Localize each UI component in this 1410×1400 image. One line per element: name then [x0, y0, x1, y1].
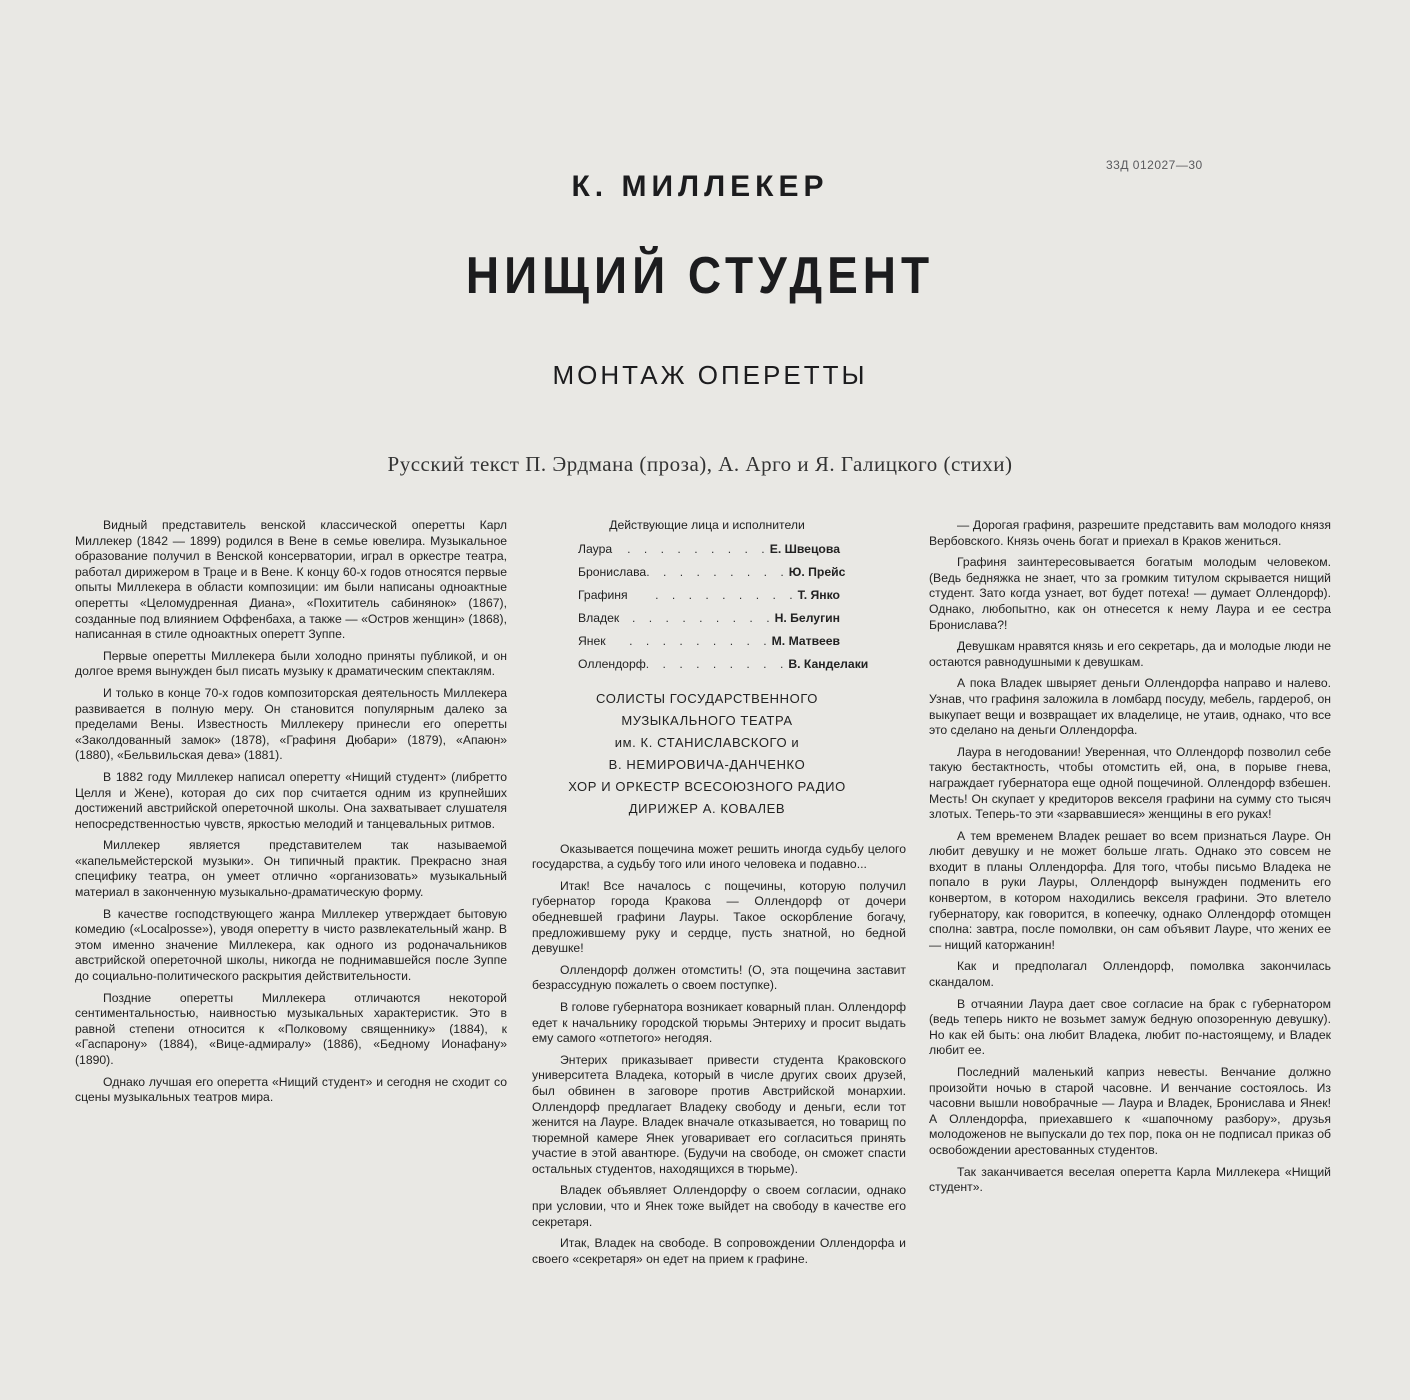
cast-row	[578, 588, 840, 611]
plot-paragraph: В отчаянии Лаура дает свое согласие на брак с губернатором (ведь теперь никто не возьмет замуж бедную опозоренную девушку). Но как ей быть: она любит Владека, любит по-настоящему, и Владек любит ее.	[929, 996, 1331, 1058]
leader-dots: . . . . . . . . .	[646, 564, 789, 579]
cast-row	[578, 564, 846, 588]
cast-role: Владек	[578, 610, 620, 625]
cast-row	[578, 611, 840, 634]
cast-row	[578, 656, 869, 680]
cast-heading: Действующие лица и исполнители	[609, 518, 805, 532]
credit-line: СОЛИСТЫ ГОСУДАРСТВЕННОГО	[596, 690, 818, 706]
cast-role: Оллендорф	[578, 656, 646, 671]
plot-paragraph: А тем временем Владек решает во всем признаться Лауре. Он любит девушку и не может больше лгать. Однако это совсем не входит в планы Оллендорфа. Для того, чтобы письмо Владека не попало в руки Лауры, Оллендорф вынужден подменить его конвертом, в котором находились векселя графини. Это влетело губернатору, как говорится, в копеечку, однако Оллендорф отомщен сполна: завтра, после помолвки, он сам объявит Лауре, что жених ее — нищий каторжанин!	[929, 828, 1331, 952]
cast-role: Графиня	[578, 587, 628, 602]
plot-continuation-column	[929, 518, 1331, 1202]
plot-paragraph: Девушкам нравятся князь и его секретарь, да и молодые люди не остаются равнодушными к девушкам.	[929, 639, 1331, 669]
catalog-number: 33Д 012027—30	[1106, 158, 1203, 172]
cast-role: Бронислава	[578, 564, 647, 579]
plot-paragraph: Оллендорф должен отомстить! (О, эта пощечина заставит безрассудную пожалеть о своем поступке).	[532, 962, 906, 993]
plot-paragraph: Последний маленький каприз невесты. Венчание должно произойти ночью в старой часовне. И венчание состоялось. Из часовни вышли новобрачные — Лаура и Владек, Бронислава и Янек! А Оллендорфа, приехавшего к «шапочному разбору», друзья молодоженов не выпускали до тех пор, пока он не подписал приказ об освобождении арестованных студентов.	[929, 1065, 1331, 1157]
plot-paragraph: Энтерих приказывает привести студента Краковского университета Владека, который в числе других своих друзей, был обвинен в заговоре против Австрийской монархии. Оллендорф предлагает Владеку свободу и деньги, если тот женится на Лауре. Владек вначале отказывается, но товарищ по тюремной камере Янек уговаривает его согласиться принять участие в этой авантюре. (Будучи на свободе, он сможет спасти остальных студентов, находящихся в тюрьме).	[532, 1052, 906, 1176]
credit-line: им. К. СТАНИСЛАВСКОГО и	[614, 734, 800, 750]
cast-actor: М. Матвеев	[771, 633, 840, 648]
translation-credits: Русский текст П. Эрдмана (проза), А. Арго и Я. Галицкого (стихи)	[387, 452, 1013, 476]
plot-paragraph: Итак, Владек на свободе. В сопровождении Оллендорфа и своего «секретаря» он едет на прием к графине.	[532, 1236, 906, 1266]
biography-paragraph: Однако лучшая его оперетта «Нищий студент» и сегодня не сходит со сцены музыкальных театров мира.	[75, 1074, 507, 1105]
biography-paragraph: Видный представитель венской классической оперетты Карл Миллекер (1842 — 1899) родился в Вене в семье ювелира. Музыкальное образование получил в Венской консерватории, играл в оркестре театра, работал дирижером в Траце и в Вене. К концу 60-х годов относятся первые опыты Миллекера в области композиции: им были написаны одноактные оперетты «Целомудренная Диана», «Похититель сабинянок» (1867), созданные под влиянием Оффенбаха, а также — «Остров женщин» (1868), написанная в стиле одноактных оперетт Зуппе.	[75, 518, 507, 642]
leader-dots: . . . . . . . . .	[632, 610, 775, 625]
leader-dots: . . . . . . . . .	[655, 587, 798, 602]
biography-paragraph: Миллекер является представителем так называемой «капельмейстерской музыки». Он типичный практик. Прекрасно зная специфику театра, он умеет отлично «организовать» музыкальный материал в законченную музыкально-драматическую форму.	[75, 838, 507, 900]
credit-line: ХОР И ОРКЕСТР ВСЕСОЮЗНОГО РАДИО	[568, 778, 846, 794]
page-subtitle: МОНТАЖ ОПЕРЕТТЫ	[552, 360, 868, 390]
cast-list	[578, 541, 869, 680]
composer-name: К. МИЛЛЕКЕР	[571, 170, 829, 203]
biography-paragraph: И только в конце 70-х годов композиторская деятельность Миллекера развивается в полную меру. Он становится популярным далеко за пределами Вены. Известность Миллекеру принесли его оперетты «Заколдованный замок» (1878), «Графиня Дюбари» (1879), «Апаюн» (1880), «Бельвильская дева» (1881).	[75, 685, 507, 763]
page-title: НИЩИЙ СТУДЕНТ	[465, 245, 935, 305]
biography-column	[75, 518, 507, 1112]
biography-paragraph: Первые оперетты Миллекера были холодно приняты публикой, и он долгое время вынужден был писать музыку к драматическим спектаклям.	[75, 648, 507, 679]
cast-role: Янек	[578, 633, 606, 648]
plot-paragraph: Итак! Все началось с пощечины, которую получил губернатор города Кракова — Оллендорф от дочери обедневшей графини Лауры. Такое оскорбление богачу, предложившему руку и сердце, пусть знатной, но бедной девушке!	[532, 878, 906, 956]
plot-paragraph: Оказывается пощечина может решить иногда судьбу целого государства, а судьбу того или иного человека и подавно...	[532, 841, 906, 872]
cast-actor: Н. Белугин	[774, 610, 840, 625]
plot-paragraph: Лаура в негодовании! Уверенная, что Оллендорф позволил себе такую бестактность, чтобы отомстить ей, она, в порыве гнева, награждает губернатора еще одной пощечиной. Оллендорф взбешен. Месть! Он скупает у кредиторов векселя графини на сумму сто тысяч злотых. Теперь-то эти «зарвавшиеся» женщины в его руках!	[929, 744, 1331, 822]
cast-row	[578, 634, 840, 657]
cast-row	[578, 542, 840, 565]
plot-paragraph: Так заканчивается веселая оперетта Карла Миллекера «Нищий студент».	[929, 1164, 1331, 1195]
cast-actor: В. Канделаки	[788, 656, 869, 671]
biography-paragraph: Поздние оперетты Миллекера отличаются некоторой сентиментальностью, наивностью музыкальных характеристик. Это в равной степени относится к «Полковому священнику» (1884), к «Гаспарону» (1884), «Вице-адмиралу» (1886), «Бедному Ионафану» (1890).	[75, 990, 507, 1067]
plot-paragraph: Графиня заинтересовывается богатым молодым человеком. (Ведь бедняжка не знает, что за громким титулом скрывается нищий студент. Зато когда узнает, вот будет потеха! — думает Оллендорф). Однако, любопытно, как он отнесется к нему Лаура и ее сестра Бронислава?!	[929, 555, 1331, 632]
cast-role: Лаура	[578, 541, 613, 556]
cast-actor: Е. Швецова	[769, 541, 840, 556]
leader-dots: . . . . . . . . .	[645, 656, 789, 671]
plot-paragraph: — Дорогая графиня, разрешите представить вам молодого князя Вербовского. Князь очень богат и приехал в Краков жениться.	[929, 518, 1331, 548]
cast-and-plot-column	[508, 518, 906, 1273]
cast-actor: Т. Янко	[797, 587, 840, 602]
credit-line: МУЗЫКАЛЬНОГО ТЕАТРА	[621, 712, 793, 728]
plot-paragraph: Как и предполагал Оллендорф, помолвка закончилась скандалом.	[929, 959, 1331, 990]
leader-dots: . . . . . . . . .	[627, 541, 770, 556]
plot-paragraph: В голове губернатора возникает коварный план. Оллендорф едет к начальнику городской тюрьмы Энтериху и просит выдать ему самого «отпетого» негодяя.	[532, 999, 906, 1046]
plot-summary	[508, 842, 906, 1268]
leader-dots: . . . . . . . . .	[629, 633, 772, 648]
credit-line: В. НЕМИРОВИЧА-ДАНЧЕНКО	[608, 756, 806, 772]
cast-actor: Ю. Прейс	[788, 564, 846, 579]
credit-line: ДИРИЖЕР А. КОВАЛЕВ	[628, 800, 786, 816]
biography-paragraph: В качестве господствующего жанра Миллекер утверждает бытовую комедию («Localposse»), уводя оперетту в чисто развлекательный жанр. В этом именно значение Миллекера, как одного из родоначальников австрийской опереточной школы, никогда не поднимавшейся после Зуппе до социально-политического раскрытия действительности.	[75, 906, 507, 984]
plot-paragraph: А пока Владек швыряет деньги Оллендорфа направо и налево. Узнав, что графиня заложила в ломбард посуду, мебель, гардероб, он выкупает вещи и возвращает их владелице, не утаив, однако, что все это сделано на деньги Оллендорфа.	[929, 676, 1331, 738]
plot-paragraph: Владек объявляет Оллендорфу о своем согласии, однако при условии, что и Янек тоже выйдет на свободу в качестве его секретаря.	[532, 1183, 906, 1229]
biography-paragraph: В 1882 году Миллекер написал оперетту «Нищий студент» (либретто Целля и Жене), которая до сих пор считается одним из крупнейших достижений австрийской опереточной школы. Она захватывает слушателя непосредственностью чувств, яркостью мелодий и танцевальных ритмов.	[75, 769, 507, 831]
performers-credits	[508, 688, 906, 820]
